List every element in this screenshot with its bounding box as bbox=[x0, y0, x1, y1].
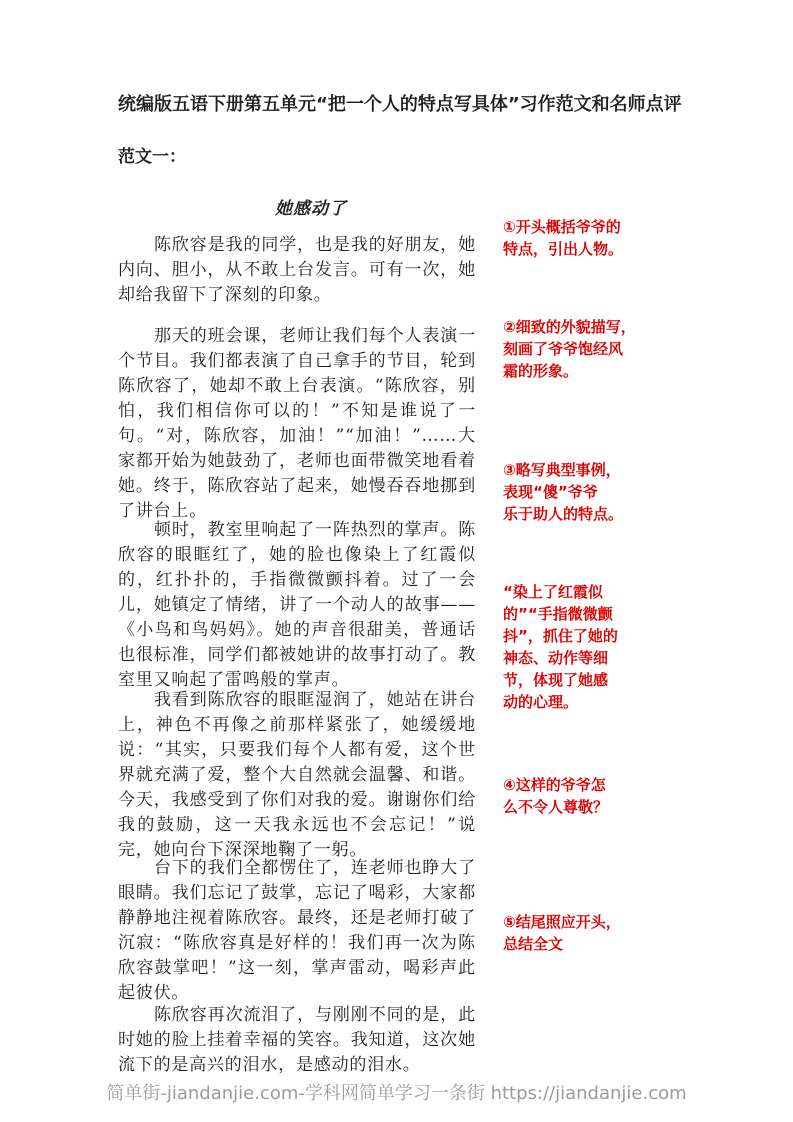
annotation-line: 乐于助人的特点。 bbox=[503, 505, 624, 523]
annotation-line: 动的心理。 bbox=[503, 693, 579, 711]
page-footer: 简单街-jiandanjie.com-学科网简单学习一条街 https://jiandanjie.com bbox=[106, 1083, 687, 1104]
annotation-line: ①开头概括爷爷的 bbox=[503, 218, 621, 236]
doc-title: 统编版五语下册第五单元“把一个人的特点写具体”习作范文和名师点评 bbox=[118, 94, 682, 115]
annotation-note-5 bbox=[503, 774, 635, 818]
annotation-line: 总结全文 bbox=[503, 935, 564, 953]
annotation-note-1 bbox=[503, 216, 635, 260]
annotation-line: 么不令人尊敬？ bbox=[503, 798, 609, 816]
annotation-line: 特点，引出人物。 bbox=[503, 240, 624, 258]
annotation-note-3 bbox=[503, 459, 635, 525]
essay-paragraph-1: 陈欣容是我的同学，也是我的好朋友，她内向、胆小，从不敢上台发言。可有一次，她却给我留下了深刻的印象。 bbox=[118, 235, 476, 305]
annotation-note-2 bbox=[503, 316, 635, 382]
essay-paragraph-3: 顿时，教室里响起了一阵热烈的掌声。陈欣容的眼眶红了，她的脸也像染上了红霞似的，红扑扑的，手指微微颤抖着。过了一会儿，她镇定了情绪，讲了一个动人的故事——《小鸟和鸟妈妈》。她的声音很甜美，普通话也很标准，同学们都被她讲的故事打动了。教室里又响起了雷鸣般的掌声。 bbox=[118, 520, 476, 690]
annotation-note-4 bbox=[503, 581, 635, 713]
annotation-line: “染上了红霞似 bbox=[503, 583, 603, 601]
annotation-line: 节，体现了她感 bbox=[503, 671, 609, 689]
essay-paragraph-2: 那天的班会课，老师让我们每个人表演一个节目。我们都表演了自己拿手的节目，轮到陈欣容了，她却不敢上台表演。“陈欣容，别怕，我们相信你可以的！”不知是谁说了一句。“对，陈欣容，加油！”“加油！”……大家都开始为她鼓劲了，老师也面带微笑地看着她。终于，陈欣容站了起来，她慢吞吞地挪到了讲台上。 bbox=[118, 326, 476, 521]
annotation-line: ③略写典型事例， bbox=[503, 461, 621, 479]
essay-paragraph-6: 陈欣容再次流泪了，与刚刚不同的是，此时她的脸上挂着幸福的笑容。我知道，这次她流下的是高兴的泪水，是感动的泪水。 bbox=[118, 1005, 476, 1075]
essay-paragraph-5: 台下的我们全都愣住了，连老师也睁大了眼睛。我们忘记了鼓掌，忘记了喝彩，大家都静静地注视着陈欣容。最终，还是老师打破了沉寂：“陈欣容真是好样的！我们再一次为陈欣容鼓掌吧！”这一刻，掌声雷动，喝彩声此起彼伏。 bbox=[118, 858, 476, 1003]
annotation-line: 神态、动作等细 bbox=[503, 649, 609, 667]
essay-title: 她感动了 bbox=[275, 199, 347, 219]
annotation-note-6 bbox=[503, 911, 635, 955]
section-label: 范文一： bbox=[118, 147, 186, 167]
annotation-line: 抖”，抓住了她的 bbox=[503, 627, 618, 645]
annotation-line: 的”“手指微微颤 bbox=[503, 605, 613, 623]
annotation-line: ②细致的外貌描写， bbox=[503, 318, 636, 336]
annotation-line: 刻画了爷爷饱经风 bbox=[503, 340, 624, 358]
annotation-line: ④这样的爷爷怎 bbox=[503, 776, 606, 794]
annotation-line: 霜的形象。 bbox=[503, 362, 579, 380]
essay-paragraph-4: 我看到陈欣容的眼眶湿润了，她站在讲台上，神色不再像之前那样紧张了，她缓缓地说：“其实，只要我们每个人都有爱，这个世界就充满了爱，整个大自然就会温馨、和谐。今天，我感受到了你们对我的爱。谢谢你们给我的鼓励，这一天我永远也不会忘记！”说完，她向台下深深地鞠了一躬。 bbox=[118, 690, 476, 860]
annotation-line: 表现“傻”爷爷 bbox=[503, 483, 598, 501]
annotation-line: ⑤结尾照应开头， bbox=[503, 913, 621, 931]
